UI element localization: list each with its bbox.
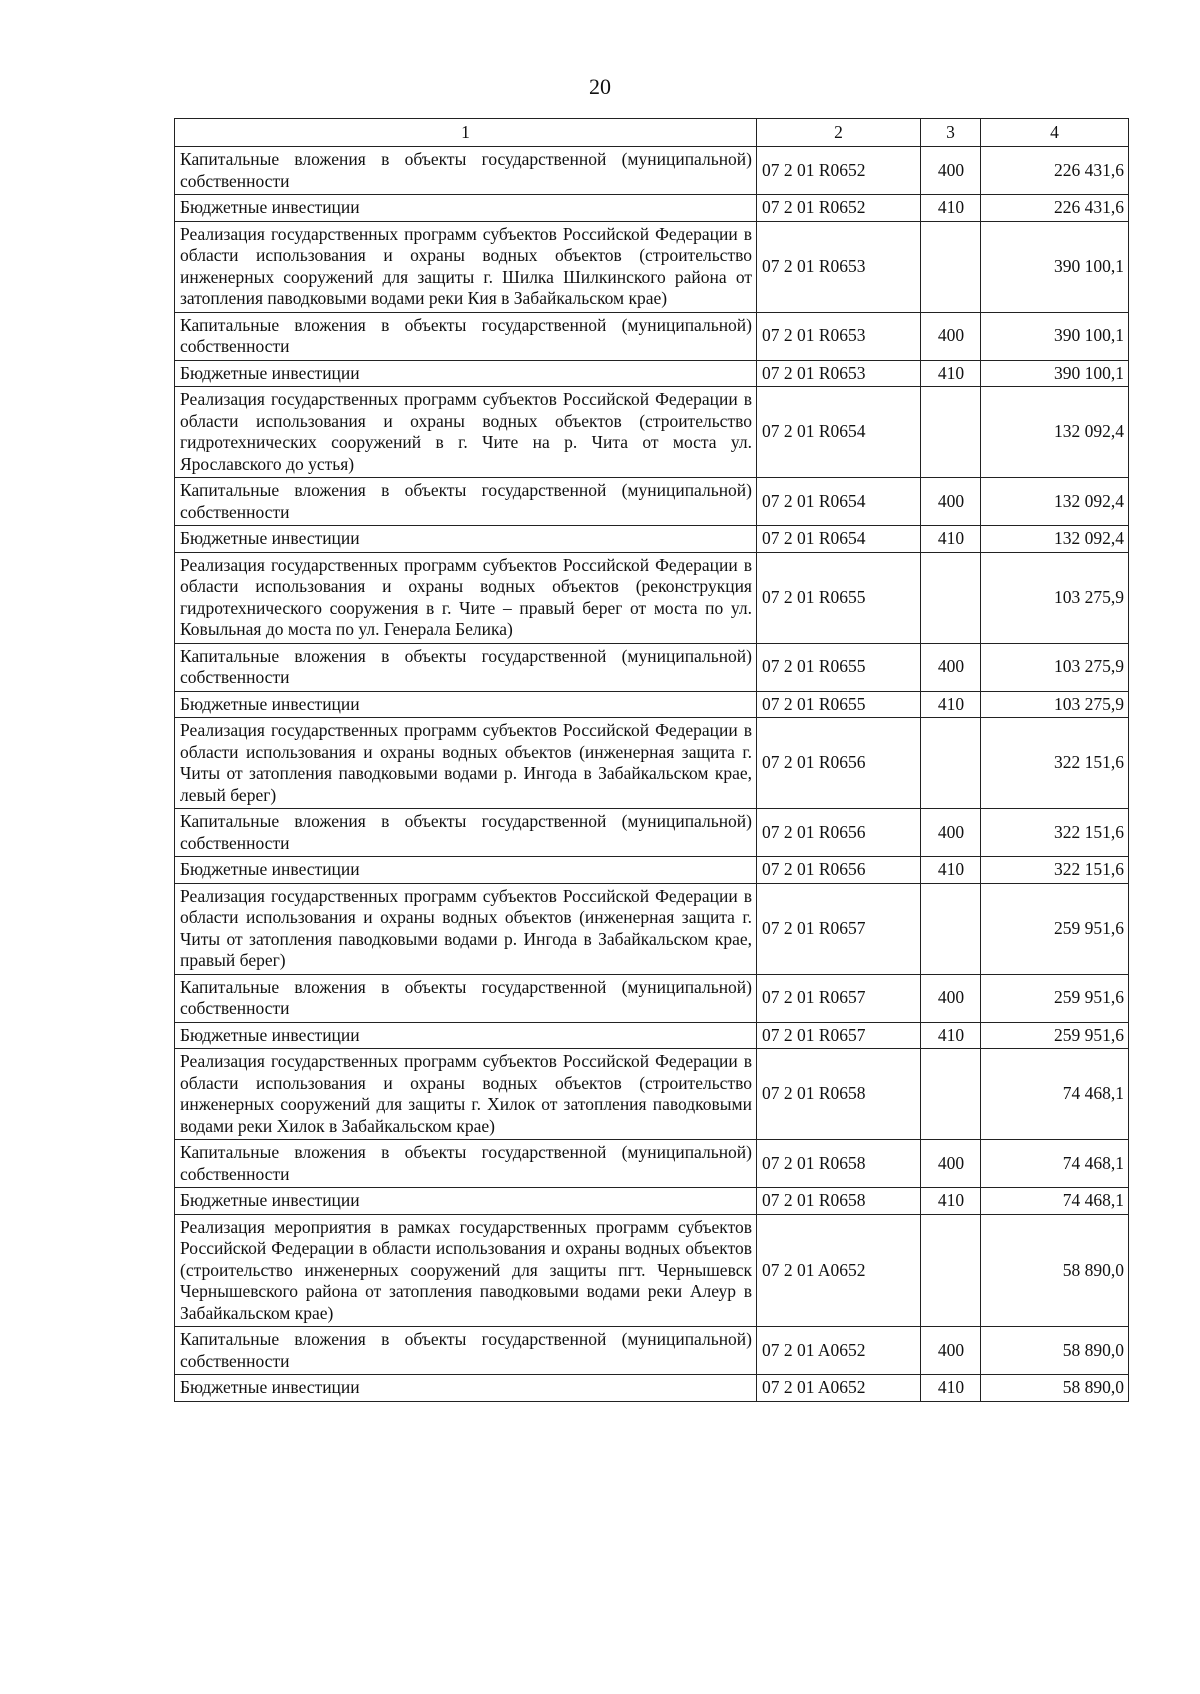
row-expense-type: [921, 552, 981, 643]
page-number: 20: [589, 74, 611, 99]
header-col-1: 1: [175, 119, 757, 147]
row-code: 07 2 01 R0656: [757, 809, 921, 857]
row-amount: 322 151,6: [981, 809, 1129, 857]
row-amount: 58 890,0: [981, 1375, 1129, 1402]
row-description: Бюджетные инвестиции: [175, 1188, 757, 1215]
row-expense-type: 400: [921, 974, 981, 1022]
row-amount: 259 951,6: [981, 883, 1129, 974]
row-description: Бюджетные инвестиции: [175, 195, 757, 222]
row-description: Бюджетные инвестиции: [175, 1375, 757, 1402]
row-code: 07 2 01 R0654: [757, 387, 921, 478]
row-amount: 103 275,9: [981, 691, 1129, 718]
row-amount: 322 151,6: [981, 718, 1129, 809]
row-code: 07 2 01 R0657: [757, 883, 921, 974]
table-row: [175, 718, 1129, 809]
table-row: [175, 1049, 1129, 1140]
table-header: [175, 119, 1129, 147]
row-amount: 322 151,6: [981, 857, 1129, 884]
table-row: [175, 1188, 1129, 1215]
row-description: Капитальные вложения в объекты государственной (муниципальной) собственности: [175, 974, 757, 1022]
budget-table: [174, 118, 1129, 1402]
table-row: [175, 312, 1129, 360]
row-description: Бюджетные инвестиции: [175, 1022, 757, 1049]
header-row: [175, 119, 1129, 147]
row-code: 07 2 01 R0656: [757, 857, 921, 884]
row-code: 07 2 01 R0652: [757, 147, 921, 195]
row-code: 07 2 01 R0654: [757, 526, 921, 553]
row-description: Реализация государственных программ субъектов Российской Федерации в области использования и охраны водных объектов (строительство инженерных сооружений для защиты г. Шилка Шилкинского района от затопления паводковыми водами реки Кия в Забайкальском крае): [175, 221, 757, 312]
table-row: [175, 883, 1129, 974]
row-amount: 132 092,4: [981, 387, 1129, 478]
table-body: [175, 147, 1129, 1402]
row-amount: 259 951,6: [981, 974, 1129, 1022]
table-row: [175, 387, 1129, 478]
row-description: Капитальные вложения в объекты государственной (муниципальной) собственности: [175, 809, 757, 857]
row-expense-type: 410: [921, 1188, 981, 1215]
table-row: [175, 1022, 1129, 1049]
table-row: [175, 478, 1129, 526]
row-code: 07 2 01 A0652: [757, 1375, 921, 1402]
header-col-4: 4: [981, 119, 1129, 147]
table-row: [175, 195, 1129, 222]
row-code: 07 2 01 R0652: [757, 195, 921, 222]
row-amount: 74 468,1: [981, 1049, 1129, 1140]
row-description: Реализация государственных программ субъектов Российской Федерации в области использования и охраны водных объектов (строительство гидротехнических сооружений в г. Чите на р. Чита от моста ул. Ярославского до устья): [175, 387, 757, 478]
row-expense-type: 410: [921, 857, 981, 884]
table-row: [175, 552, 1129, 643]
row-expense-type: 400: [921, 147, 981, 195]
row-code: 07 2 01 R0655: [757, 643, 921, 691]
table-row: [175, 221, 1129, 312]
header-col-2: 2: [757, 119, 921, 147]
row-code: 07 2 01 R0653: [757, 221, 921, 312]
row-expense-type: 410: [921, 360, 981, 387]
row-amount: 103 275,9: [981, 643, 1129, 691]
table-row: [175, 1375, 1129, 1402]
table-row: [175, 360, 1129, 387]
row-description: Реализация государственных программ субъектов Российской Федерации в области использования и охраны водных объектов (реконструкция гидротехнического сооружения в г. Чите – правый берег от моста по ул. Ковыльная до моста по ул. Генерала Белика): [175, 552, 757, 643]
row-description: Капитальные вложения в объекты государственной (муниципальной) собственности: [175, 478, 757, 526]
row-expense-type: 400: [921, 312, 981, 360]
table-row: [175, 691, 1129, 718]
row-code: 07 2 01 R0658: [757, 1049, 921, 1140]
row-description: Бюджетные инвестиции: [175, 857, 757, 884]
row-expense-type: [921, 1214, 981, 1327]
row-amount: 226 431,6: [981, 195, 1129, 222]
row-code: 07 2 01 R0655: [757, 552, 921, 643]
row-code: 07 2 01 R0655: [757, 691, 921, 718]
row-amount: 390 100,1: [981, 221, 1129, 312]
row-expense-type: [921, 221, 981, 312]
row-description: Капитальные вложения в объекты государственной (муниципальной) собственности: [175, 1327, 757, 1375]
row-description: Реализация мероприятия в рамках государственных программ субъектов Российской Федерации в области использования и охраны водных объектов (строительство инженерных сооружений для защиты пгт. Чернышевск Чернышевского района от затопления паводковыми водами реки Алеур в Забайкальском крае): [175, 1214, 757, 1327]
row-amount: 74 468,1: [981, 1140, 1129, 1188]
row-expense-type: [921, 1049, 981, 1140]
row-code: 07 2 01 R0656: [757, 718, 921, 809]
row-expense-type: [921, 718, 981, 809]
row-code: 07 2 01 R0658: [757, 1188, 921, 1215]
row-description: Бюджетные инвестиции: [175, 360, 757, 387]
header-col-3: 3: [921, 119, 981, 147]
row-expense-type: 410: [921, 691, 981, 718]
table-row: [175, 974, 1129, 1022]
row-expense-type: 410: [921, 1022, 981, 1049]
table-row: [175, 526, 1129, 553]
row-code: 07 2 01 R0653: [757, 360, 921, 387]
row-description: Капитальные вложения в объекты государственной (муниципальной) собственности: [175, 1140, 757, 1188]
row-amount: 390 100,1: [981, 360, 1129, 387]
row-code: 07 2 01 A0652: [757, 1327, 921, 1375]
row-description: Капитальные вложения в объекты государственной (муниципальной) собственности: [175, 643, 757, 691]
row-description: Бюджетные инвестиции: [175, 526, 757, 553]
row-expense-type: 400: [921, 809, 981, 857]
row-expense-type: 400: [921, 1140, 981, 1188]
table-row: [175, 1140, 1129, 1188]
table-row: [175, 147, 1129, 195]
row-expense-type: 400: [921, 1327, 981, 1375]
row-description: Капитальные вложения в объекты государственной (муниципальной) собственности: [175, 147, 757, 195]
row-code: 07 2 01 R0657: [757, 974, 921, 1022]
row-description: Реализация государственных программ субъектов Российской Федерации в области использования и охраны водных объектов (инженерная защита г. Читы от затопления паводковыми водами р. Ингода в Забайкальском крае, левый берег): [175, 718, 757, 809]
row-description: Реализация государственных программ субъектов Российской Федерации в области использования и охраны водных объектов (инженерная защита г. Читы от затопления паводковыми водами р. Ингода в Забайкальском крае, правый берег): [175, 883, 757, 974]
row-amount: 132 092,4: [981, 478, 1129, 526]
row-code: 07 2 01 R0658: [757, 1140, 921, 1188]
row-expense-type: [921, 883, 981, 974]
row-amount: 259 951,6: [981, 1022, 1129, 1049]
row-code: 07 2 01 A0652: [757, 1214, 921, 1327]
table-row: [175, 809, 1129, 857]
row-expense-type: 400: [921, 478, 981, 526]
row-expense-type: 410: [921, 1375, 981, 1402]
table-row: [175, 857, 1129, 884]
row-code: 07 2 01 R0654: [757, 478, 921, 526]
row-amount: 132 092,4: [981, 526, 1129, 553]
row-description: Бюджетные инвестиции: [175, 691, 757, 718]
row-expense-type: 410: [921, 195, 981, 222]
row-amount: 58 890,0: [981, 1327, 1129, 1375]
row-amount: 58 890,0: [981, 1214, 1129, 1327]
row-expense-type: 410: [921, 526, 981, 553]
row-amount: 226 431,6: [981, 147, 1129, 195]
table-row: [175, 1214, 1129, 1327]
table-row: [175, 1327, 1129, 1375]
row-amount: 103 275,9: [981, 552, 1129, 643]
row-description: Капитальные вложения в объекты государственной (муниципальной) собственности: [175, 312, 757, 360]
table-row: [175, 643, 1129, 691]
row-code: 07 2 01 R0653: [757, 312, 921, 360]
row-description: Реализация государственных программ субъектов Российской Федерации в области использования и охраны водных объектов (строительство инженерных сооружений для защиты г. Хилок от затопления паводковыми водами реки Хилок в Забайкальском крае): [175, 1049, 757, 1140]
row-expense-type: [921, 387, 981, 478]
row-amount: 390 100,1: [981, 312, 1129, 360]
row-code: 07 2 01 R0657: [757, 1022, 921, 1049]
row-expense-type: 400: [921, 643, 981, 691]
row-amount: 74 468,1: [981, 1188, 1129, 1215]
